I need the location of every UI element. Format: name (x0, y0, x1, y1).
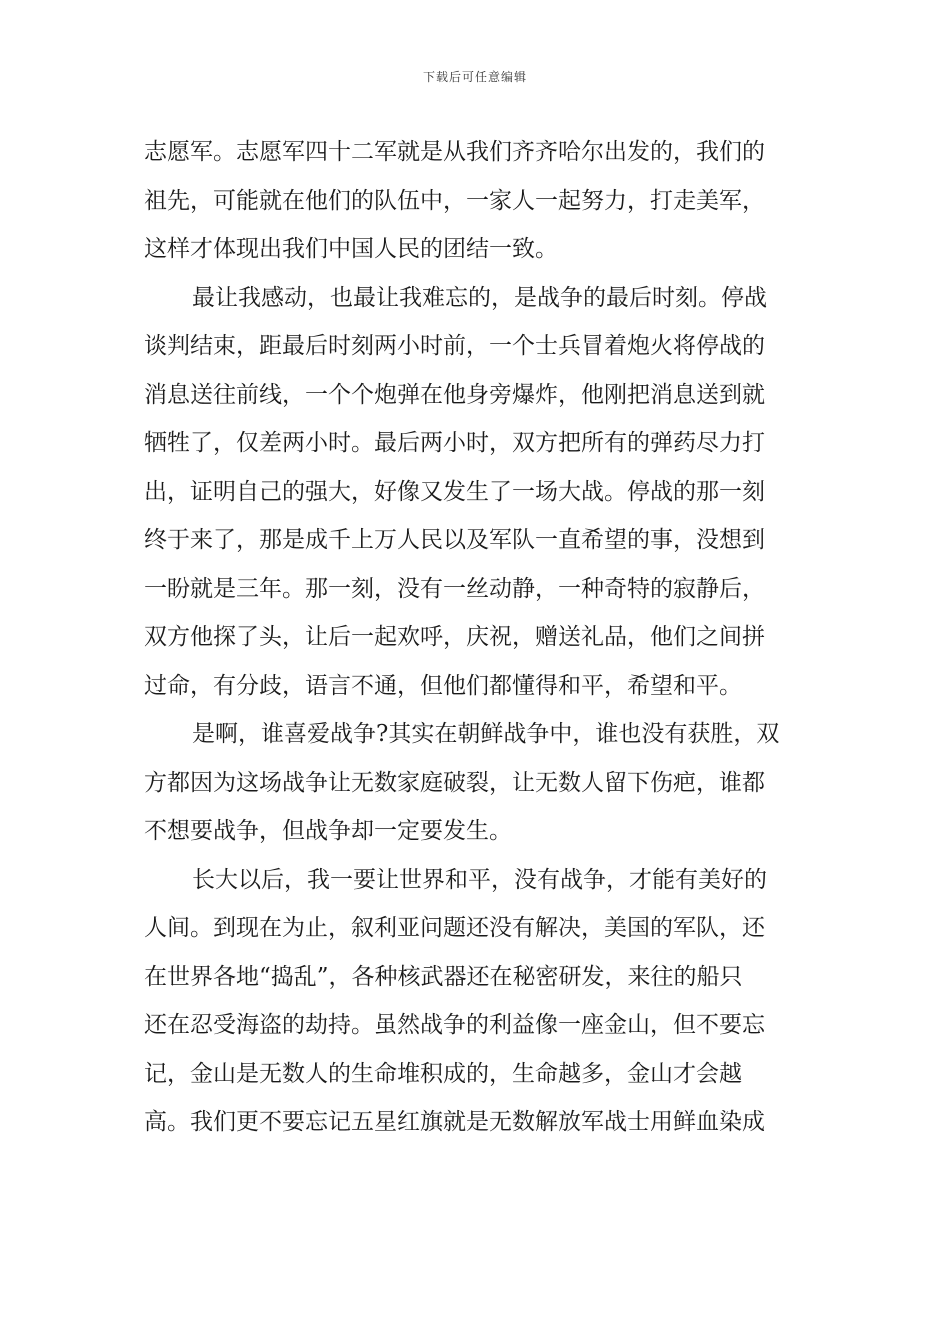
text-line: 人间。到现在为止，叙利亚问题还没有解决，美国的军队，还 (144, 915, 765, 941)
text-line: 双方他探了头，让后一起欢呼，庆祝，赠送礼品，他们之间拼 (144, 624, 765, 650)
text-line: 高。我们更不要忘记五星红旗就是无数解放军战士用鲜血染成 (144, 1109, 765, 1135)
text-line: 谈判结束，距最后时刻两小时前，一个士兵冒着炮火将停战的 (144, 333, 765, 359)
text-line: 是啊，谁喜爱战争?其实在朝鲜战争中，谁也没有获胜，双 (192, 721, 780, 747)
text-line: 消息送往前线，一个个炮弹在他身旁爆炸，他刚把消息送到就 (144, 381, 765, 408)
document-body (144, 128, 804, 1147)
text-line: 方都因为这场战争让无数家庭破裂，让无数人留下伤疤，谁都 (144, 769, 765, 796)
text-line: 一盼就是三年。那一刻，没有一丝动静，一种奇特的寂静后， (144, 575, 765, 602)
text-line: 终于来了，那是成千上万人民以及军队一直希望的事，没想到 (144, 527, 765, 553)
text-line: 志愿军。志愿军四十二军就是从我们齐齐哈尔出发的，我们的 (144, 139, 765, 165)
text-line: 过命，有分歧，语言不通，但他们都懂得和平，希望和平。 (144, 672, 742, 699)
text-line: 这样才体现出我们中国人民的团结一致。 (144, 236, 558, 262)
text-line: 祖先，可能就在他们的队伍中，一家人一起努力，打走美军， (144, 187, 765, 214)
text-line: 记，金山是无数人的生命堆积成的，生命越多，金山才会越 (144, 1060, 742, 1087)
page-header: 下载后可任意编辑 (422, 70, 527, 84)
text-line: 长大以后，我一要让世界和平，没有战争，才能有美好的 (192, 866, 767, 893)
text-line: 最让我感动，也最让我难忘的，是战争的最后时刻。停战 (192, 284, 767, 311)
text-line: 在世界各地“捣乱”，各种核武器还在秘密研发，来往的船只 (144, 963, 743, 990)
text-line: 牺牲了，仅差两小时。最后两小时，双方把所有的弹药尽力打 (144, 430, 765, 456)
text-line: 不想要战争，但战争却一定要发生。 (144, 818, 512, 844)
text-line: 还在忍受海盗的劫持。虽然战争的利益像一座金山，但不要忘 (144, 1012, 765, 1038)
text-line: 出，证明自己的强大，好像又发生了一场大战。停战的那一刻 (144, 478, 765, 505)
